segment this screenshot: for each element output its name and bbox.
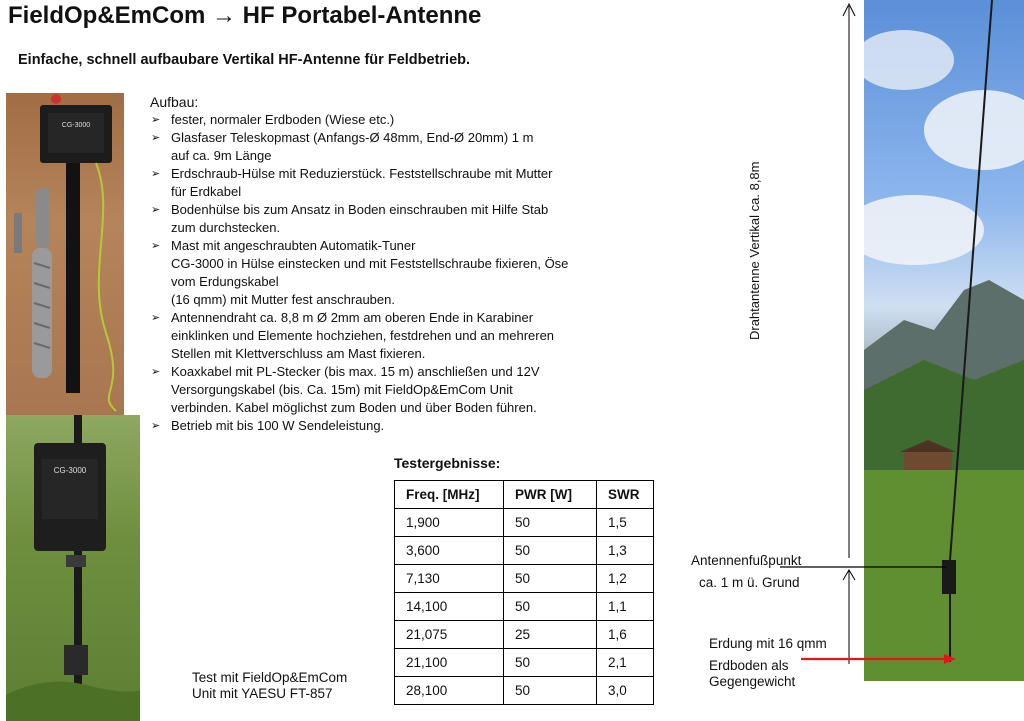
table-cell: 3,0 (597, 677, 654, 705)
grounding-label (709, 633, 827, 693)
page-subtitle: Einfache, schnell aufbaubare Vertikal HF-Antenne für Feldbetrieb. (18, 52, 471, 68)
table-cell: 50 (504, 509, 597, 537)
table-cell: 50 (504, 649, 597, 677)
mast-tuner-label: CG-3000 (53, 466, 87, 475)
table-cell: 14,100 (395, 593, 504, 621)
table-cell: 7,130 (395, 565, 504, 593)
table-cell: 21,100 (395, 649, 504, 677)
setup-step: ➢ Mast mit angeschraubten Automatik-Tuner CG-3000 in Hülse einstecken und mit Feststellschraube fixieren, Öse vom Erdungskabel (16 qmm) mit Mutter fest anschrauben. (150, 237, 610, 309)
arrow-right-icon (944, 654, 956, 664)
tuner-label: CG-3000 (61, 122, 91, 129)
vertical-height-label: Drahtantenne Vertikal ca. 8,8m (746, 161, 762, 340)
table-cell: 25 (504, 621, 597, 649)
page-title: FieldOp&EmCom → HF Portabel-Antenne (8, 2, 482, 29)
setup-step: ➢ Bodenhülse bis zum Ansatz in Boden einschrauben mit Hilfe Stab zum durchstecken. (150, 201, 610, 237)
feedpoint-line: Antennenfußpunkt (691, 553, 802, 568)
table-cell: 1,3 (597, 537, 654, 565)
table-cell: 50 (504, 677, 597, 705)
table-cell: 2,1 (597, 649, 654, 677)
setup-step: ➢ Betrieb mit bis 100 W Sendeleistung. (150, 417, 610, 435)
test-note-line: Test mit FieldOp&EmCom (192, 670, 348, 685)
grounding-line: Erdboden als (709, 658, 789, 673)
table-cell: 1,6 (597, 621, 654, 649)
setup-step: ➢ Koaxkabel mit PL-Stecker (bis max. 15 m) anschließen und 12V Versorgungskabel (bis. Ca. 15m) mit FieldOp&EmCom Unit verbinden. Kabel möglichst zum Boden und über Boden führen. (150, 363, 610, 417)
test-note-line: Unit mit YAESU FT-857 (192, 686, 333, 701)
table-cell: 1,2 (597, 565, 654, 593)
grounding-line: Gegengewicht (709, 674, 796, 689)
feedpoint-label (691, 550, 801, 594)
table-cell: 50 (504, 537, 597, 565)
table-cell: 50 (504, 593, 597, 621)
table-cell: 28,100 (395, 677, 504, 705)
setup-step: ➢ Erdschraub-Hülse mit Reduzierstück. Feststellschraube mit Mutter für Erdkabel (150, 165, 610, 201)
table-cell: 1,5 (597, 509, 654, 537)
table-cell: 1,900 (395, 509, 504, 537)
setup-step: ➢ Antennendraht ca. 8,8 m Ø 2mm am oberen Ende in Karabiner einklinken und Elemente hochziehen, festdrehen und an mehreren Stellen mit Klettverschluss am Mast fixieren. (150, 309, 610, 363)
table-cell: 3,600 (395, 537, 504, 565)
column-header: PWR [W] (504, 481, 597, 509)
table-cell: 50 (504, 565, 597, 593)
column-header: Freq. [MHz] (395, 481, 504, 509)
column-header: SWR (597, 481, 654, 509)
table-cell: 1,1 (597, 593, 654, 621)
setup-heading: Aufbau: (150, 94, 199, 110)
feedpoint-line: ca. 1 m ü. Grund (699, 575, 800, 590)
grounding-line: Erdung mit 16 qmm (709, 636, 827, 651)
setup-step: ➢ fester, normaler Erdboden (Wiese etc.) (150, 111, 610, 129)
setup-step: ➢ Glasfaser Teleskopmast (Anfangs-Ø 48mm, End-Ø 20mm) 1 m auf ca. 9m Länge (150, 129, 610, 165)
table-cell: 21,075 (395, 621, 504, 649)
test-results-heading: Testergebnisse: (394, 455, 501, 471)
